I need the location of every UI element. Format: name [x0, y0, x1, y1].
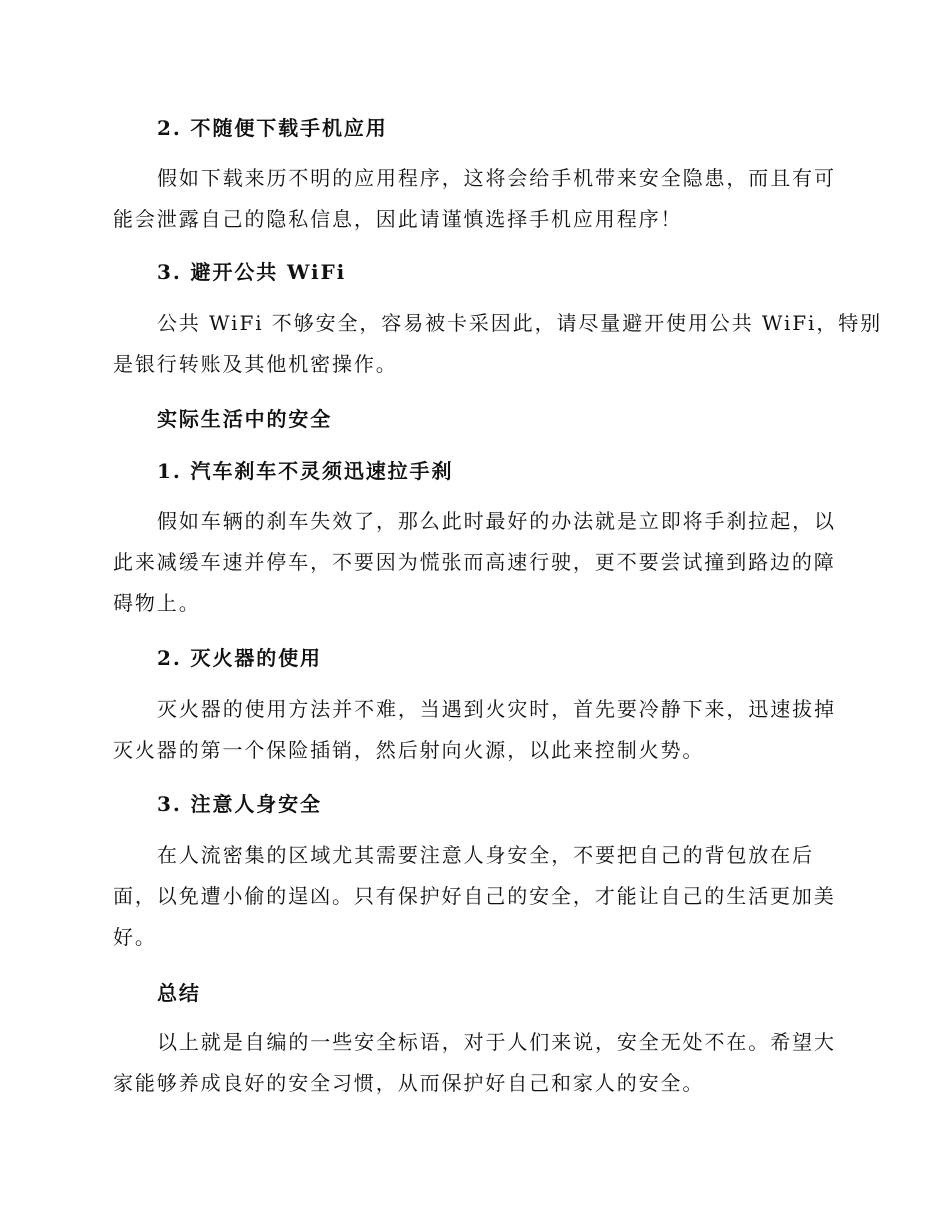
paragraph-public-wifi [113, 303, 883, 385]
section-heading-summary: 总结 [157, 981, 201, 1005]
paragraph-line: 假如下载来历不明的应用程序，这将会给手机带来安全隐患，而且有可 [157, 166, 836, 190]
paragraph-line: 碍物上。 [113, 591, 201, 615]
section-heading-personal-safety: 3. 注意人身安全 [157, 792, 322, 816]
paragraph-line: 假如车辆的刹车失效了，那么此时最好的办法就是立即将手刹拉起，以 [157, 509, 836, 533]
paragraph-line: 灭火器的使用方法并不难，当遇到火灾时，首先要冷静下来，迅速拔掉 [157, 697, 836, 721]
paragraph-line: 此来减缓车速并停车，不要因为慌张而高速行驶，更不要尝试撞到路边的障 [113, 550, 836, 574]
paragraph-line: 以上就是自编的一些安全标语，对于人们来说，安全无处不在。希望大 [157, 1030, 836, 1054]
paragraph-download-apps [113, 158, 836, 240]
paragraph-personal-safety [113, 835, 836, 958]
paragraph-line: 能会泄露自己的隐私信息，因此请谨慎选择手机应用程序！ [113, 207, 683, 231]
paragraph-fire-extinguisher [113, 689, 836, 771]
paragraph-line: 公共 WiFi 不够安全，容易被卡采因此，请尽量避开使用公共 WiFi，特别 [157, 311, 883, 335]
section-heading-download-apps: 2. 不随便下载手机应用 [157, 116, 388, 140]
section-heading-fire-extinguisher: 2. 灭火器的使用 [157, 646, 322, 670]
paragraph-line: 家能够养成良好的安全习惯，从而保护好自己和家人的安全。 [113, 1071, 705, 1095]
section-heading-public-wifi: 3. 避开公共 WiFi [157, 260, 347, 284]
section-heading-real-life-safety: 实际生活中的安全 [157, 407, 333, 431]
paragraph-line: 面，以免遭小偷的逞凶。只有保护好自己的安全，才能让自己的生活更加美 [113, 884, 836, 908]
paragraph-brake-failure [113, 501, 836, 624]
paragraph-line: 好。 [113, 925, 157, 949]
paragraph-summary [113, 1022, 836, 1104]
paragraph-line: 灭火器的第一个保险插销，然后射向火源，以此来控制火势。 [113, 738, 705, 762]
paragraph-line: 是银行转账及其他机密操作。 [113, 352, 398, 376]
section-heading-brake-failure: 1. 汽车刹车不灵须迅速拉手刹 [157, 459, 454, 483]
paragraph-line: 在人流密集的区域尤其需要注意人身安全，不要把自己的背包放在后 [157, 843, 814, 867]
